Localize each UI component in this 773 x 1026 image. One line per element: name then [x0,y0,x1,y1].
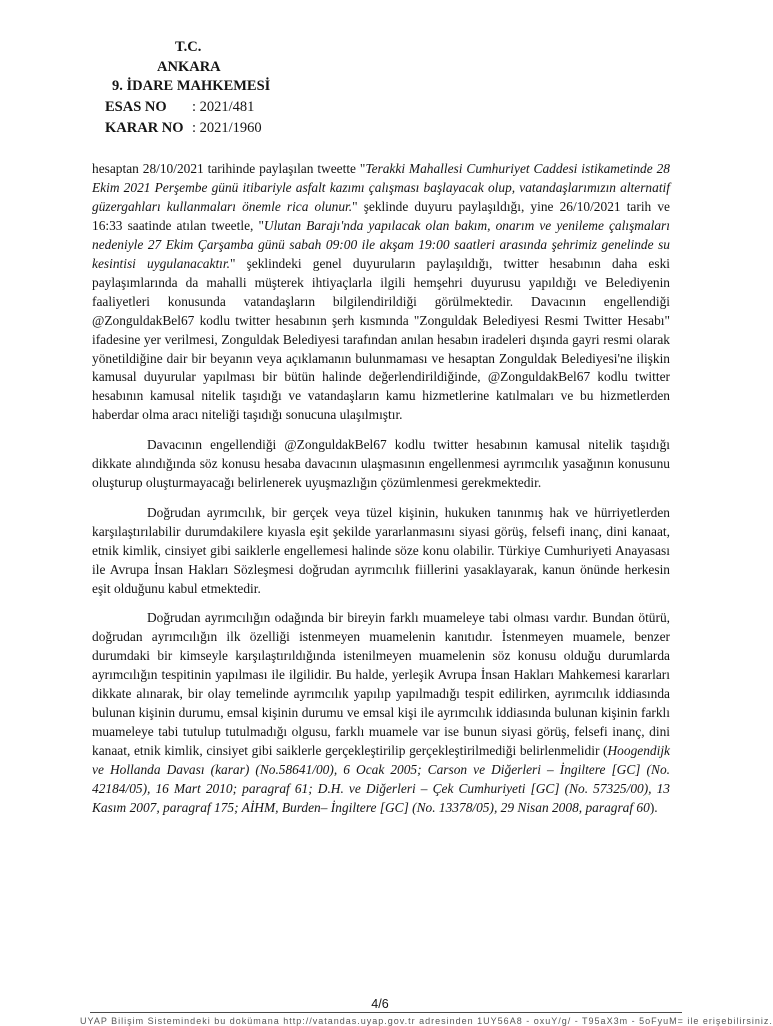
karar-no-label: KARAR NO [105,119,184,136]
p1-quote-1: Terakki Mahallesi Cumhuriyet Caddesi istikametinde 28 Ekim 2021 Perşembe günü itibariyle asfalt kazımı çalışması başlayacak olup, vatandaşlarımızın alternatif güzergahları kullanmaları önemle rica olunur. [92,161,670,214]
footer-verification-text: UYAP Bilişim Sistemindeki bu dokümana http://vatandas.uyap.gov.tr adresinden 1UY56A8 - oxuY/g/ - T95aX3m - 5oFyuM= ile erişebilirsiniz. [80,1016,773,1026]
page-number: 4/6 [371,997,389,1011]
esas-no-value: : 2021/481 [192,98,255,115]
p1-text-c: " şeklindeki genel duyuruların paylaşıldığı, twitter hesabının daha eski paylaşımlarında da mahalli müşterek ihtiyaçlarla ilgili hemşehri duyurusu yapıldığı ve Belediyenin faaliyetleri konusunda vatandaşların bilgilendirildiği görülmektedir. Davacının engellendiği @ZonguldakBel67 kodlu twitter hesabının şerh kısmında "Zonguldak Belediyesi Resmi Twitter Hesabı" ifadesine yer verilmesi, Zonguldak Belediyesi tarafından anılan hesabın iradeleri dışında gayri resmi olarak yönetildiğine dair bir beyanın veya açıklamanın bulunmaması ve hesaptan Zonguldak Belediyesi'ne ilişkin kamusal duyurular yapılması bir bütün halinde değerlendirildiğinde, @ZonguldakBel67 kodlu twitter hesabının kamusal nitelik taşıdığı ve vatandaşların kamu hizmetlerine katılmaları ve bu hizmetlerden haberdar olma aracı niteliği taşıdığı sonucuna ulaşılmıştır. [92,255,670,423]
karar-no-value: : 2021/1960 [192,119,262,136]
p4-text-b: ). [649,799,658,815]
paragraph-3: Doğrudan ayrımcılık, bir gerçek veya tüzel kişinin, hukuken tanınmış hak ve hürriyetlerden karşılaştırılabilir durumdakilere kıyasla eşit şekilde yararlanmasını siyasi görüş, felsefi inanç, dini kanaat, etnik kimlik, cinsiyet gibi saiklerle engellemesi halinde söze konu olabilir. Türkiye Cumhuriyeti Anayasası ile Avrupa İnsan Hakları Sözleşmesi doğrudan ayrımcılık fiillerini yasaklayarak, kanun önünde herkesin eşit olduğunu kabul etmektedir. [92,504,670,596]
footer-divider [90,1012,682,1013]
paragraph-2: Davacının engellendiği @ZonguldakBel67 kodlu twitter hesabının kamusal nitelik taşıdığı dikkate alındığında söz konusu hesaba davacının ulaşmasının engellenmesi ayrımcılık yasağının konusunu oluşturup oluşturmayacağı belirlenerek uyuşmazlığın çözümlenmesi gerekmektedir. [92,437,670,491]
p1-quote-2: Ulutan Barajı'nda yapılacak olan bakım, onarım ve yenileme çalışmaları nedeniyle 27 Ekim Çarşamba günü sabah 09:00 ile akşam 19:00 saatleri arasında şehrimiz genelinde su kesintisi uygulanacaktır. [92,217,670,271]
header-tc: T.C. [175,39,202,55]
p1-text-a: hesaptan 28/10/2021 tarihinde paylaşılan tweette " [92,161,366,176]
header-city: ANKARA [157,58,221,75]
document-body [92,160,670,829]
paragraph-1 [92,160,670,425]
karar-no-row [105,118,270,139]
header-court-name: 9. İDARE MAHKEMESİ [112,78,271,94]
esas-no-row [105,97,270,118]
p1-text-b: " şeklinde duyuru paylaşıldığı, yine 26/10/2021 tarih ve 16:33 saatinde atılan tweetle, " [92,198,670,233]
court-header [105,38,270,139]
p4-citations: Hoogendijk ve Hollanda Davası (karar) (No.58641/00), 6 Ocak 2005; Carson ve Diğerleri – İngiltere [GC] (No. 42184/05), 16 Mart 2010; paragraf 61; D.H. ve Diğerleri – Çek Cumhuriyeti [GC] (No. 57325/00), 13 Kasım 2007, paragraf 175; AİHM, Burden– İngiltere [GC] (No. 13378/05), 29 Nisan 2008, paragraf 60 [92,743,670,815]
esas-no-label: ESAS NO [105,98,167,115]
paragraph-4 [92,609,670,817]
p4-text-a: Doğrudan ayrımcılığın odağında bir bireyin farklı muameleye tabi olması vardır. Bundan ötürü, doğrudan ayrımcılığın ilk özelliği istenmeyen muamelenin kanıtıdır. İstenmeyen muamele, benzer durumdaki bir kimseyle karşılaştırıldığında istenilmeyen muamelenin söz konusu olduğu durumlarda ayrımcılığın tespitinin yapılması ile ilgilidir. Bu halde, yerleşik Avrupa İnsan Hakları Mahkemesi kararları dikkate alınarak, bir olay temelinde ayrımcılık yapılıp yapılmadığı tespit edilirken, ayrımcılık iddiasında bulunan kişinin durumu, emsal kişinin durumu ve emsal kişi ile ayrımcılık iddiasında bulunan kişinin farklı muameleye tabi tutulup tutulmadığı olgusu, farklı muamele var ise bunun siyasi görüş, felsefi inanç, dini kanaat, etnik kimlik, cinsiyet gibi saiklerle gerçekleştirilip gerçekleştirilmediği belirlenmelidir ( [92,610,670,759]
